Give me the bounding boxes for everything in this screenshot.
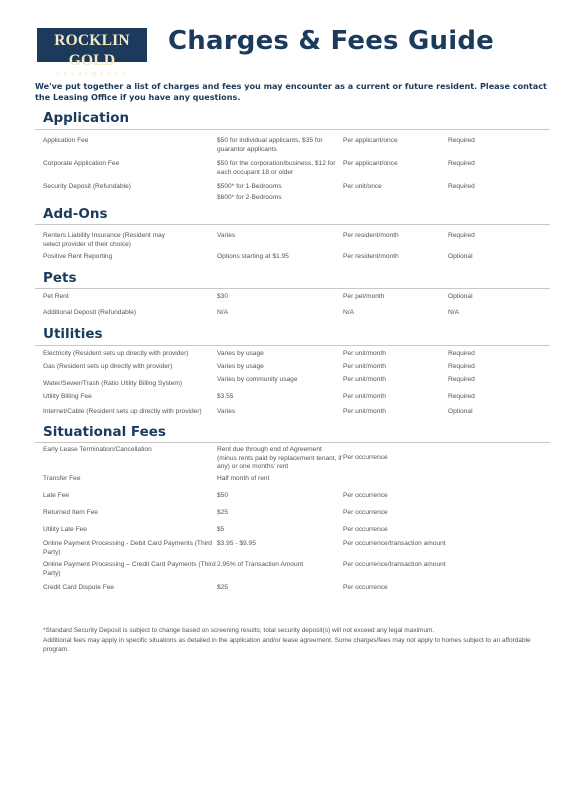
section-divider — [35, 129, 550, 130]
section-title-situational-fees: Situational Fees — [43, 424, 166, 440]
row-basis: Per occurrence — [343, 492, 388, 499]
row-item: Gas (Resident sets up directly with provider) — [43, 363, 173, 370]
row-item: Online Payment Processing – Credit Card Payments (Third Party) — [43, 561, 216, 577]
intro-text: We've put together a list of charges and fees you may encounter as a current or future resident. Please contact the Leasing Office if you have any questions. — [35, 81, 547, 102]
row-amount: Varies by usage — [217, 350, 264, 357]
logo-name: ROCKLIN GOLD — [54, 32, 130, 69]
row-item: Transfer Fee — [43, 475, 81, 482]
row-item: Credit Card Dispute Fee — [43, 584, 115, 591]
row-amount: Rent due through end of Agreement (minus rents paid by replacement tenant, if any) or one months' rent — [217, 446, 342, 471]
row-status: Required — [448, 232, 475, 239]
logo-subtitle: APARTMENTS — [55, 71, 129, 78]
row-basis: Per unit/once — [343, 183, 382, 190]
section-title-add-ons: Add-Ons — [43, 206, 108, 222]
row-item: Early Lease Termination/Cancellation — [43, 446, 152, 453]
row-status: Required — [448, 350, 475, 357]
row-item: Internet/Cable (Resident sets up directly with provider) — [43, 408, 202, 415]
row-basis: Per applicant/once — [343, 160, 398, 167]
logo — [37, 28, 147, 78]
row-basis: Per applicant/once — [343, 137, 398, 144]
row-status: Required — [448, 137, 475, 144]
section-title-utilities: Utilities — [43, 326, 103, 342]
row-amount: $50 for the corporation/business, $12 for each occupant 18 or older — [217, 160, 336, 176]
row-amount: $50 for individual applicants, $35 for guarantor applicants — [217, 137, 323, 153]
row-item: Pet Rent — [43, 293, 69, 300]
row-amount: $25 — [217, 509, 229, 516]
row-item: Corporate Application Fee — [43, 160, 120, 167]
section-divider — [35, 442, 550, 443]
row-amount: $50 — [217, 492, 229, 499]
row-basis: Per occurrence — [343, 584, 388, 591]
row-basis: Per occurrence/transaction amount — [343, 540, 446, 547]
row-item: Late Fee — [43, 492, 70, 499]
row-status: N/A — [448, 309, 459, 316]
row-basis: Per occurrence — [343, 509, 388, 516]
row-item: Additional Deposit (Refundable) — [43, 309, 137, 316]
footnote-additional-fees: Additional fees may apply in specific situations as detailed in the application and/or lease agreement. Some charges/fees may not apply to homes subject to an affordable program. — [43, 637, 531, 653]
row-status: Required — [448, 183, 475, 190]
row-item: Utility Billing Fee — [43, 393, 92, 400]
row-basis: Per unit/month — [343, 363, 386, 370]
row-amount: $30 — [217, 293, 229, 300]
row-amount: Half month of rent — [217, 475, 270, 482]
row-amount-line: $500* for 1-Bedrooms — [217, 183, 282, 190]
row-status: Required — [448, 363, 475, 370]
footnote-security-deposit: *Standard Security Deposit is subject to change based on screening results; total security deposit(s) will not exceed any legal maximum. — [43, 627, 435, 634]
row-basis: Per resident/month — [343, 232, 399, 239]
row-basis: Per occurrence — [343, 526, 388, 533]
row-amount — [217, 183, 342, 202]
row-item: Application Fee — [43, 137, 89, 144]
row-basis: Per occurrence — [343, 454, 388, 461]
section-title-application: Application — [43, 110, 130, 126]
row-basis: Per unit/month — [343, 393, 386, 400]
row-status: Optional — [448, 253, 473, 260]
section-divider — [35, 288, 550, 289]
row-status: Required — [448, 376, 475, 383]
row-item: Renters Liability Insurance (Resident may select provider of their choice) — [43, 232, 166, 248]
row-status: Required — [448, 393, 475, 400]
row-basis: Per unit/month — [343, 376, 386, 383]
row-amount: Options starting at $1.95 — [217, 253, 289, 260]
row-item: Water/Sewer/Trash (Ratio Utility Billing System) — [43, 380, 183, 387]
row-amount: 2.95% of Transaction Amount — [217, 561, 304, 568]
row-basis: Per resident/month — [343, 253, 399, 260]
row-amount: $3.95 - $9.95 — [217, 540, 256, 547]
row-basis: Per unit/month — [343, 350, 386, 357]
row-basis: Per pet/month — [343, 293, 385, 300]
row-amount: $5 — [217, 526, 225, 533]
row-item: Utility Late Fee — [43, 526, 87, 533]
section-divider — [35, 345, 550, 346]
row-basis: Per unit/month — [343, 408, 386, 415]
row-amount: $3.55 — [217, 393, 234, 400]
row-item: Online Payment Processing - Debit Card Payments (Third Party) — [43, 540, 212, 556]
row-basis: N/A — [343, 309, 354, 316]
row-basis: Per occurrence/transaction amount — [343, 561, 446, 568]
row-item: Security Deposit (Refundable) — [43, 183, 131, 190]
row-amount: Varies by community usage — [217, 376, 298, 383]
section-divider — [35, 224, 550, 225]
row-item: Returned Item Fee — [43, 509, 98, 516]
row-amount: Varies — [217, 232, 236, 239]
row-amount: N/A — [217, 309, 228, 316]
row-amount: $25 — [217, 584, 229, 591]
row-status: Required — [448, 160, 475, 167]
row-status: Optional — [448, 408, 473, 415]
row-status: Optional — [448, 293, 473, 300]
page-title: Charges & Fees Guide — [168, 26, 494, 56]
row-item: Positive Rent Reporting — [43, 253, 113, 260]
row-amount-line: $600* for 2-Bedrooms — [217, 193, 282, 201]
section-title-pets: Pets — [43, 270, 77, 286]
row-item: Electricity (Resident sets up directly with provider) — [43, 350, 189, 357]
row-amount: Varies by usage — [217, 363, 264, 370]
row-amount: Varies — [217, 408, 236, 415]
